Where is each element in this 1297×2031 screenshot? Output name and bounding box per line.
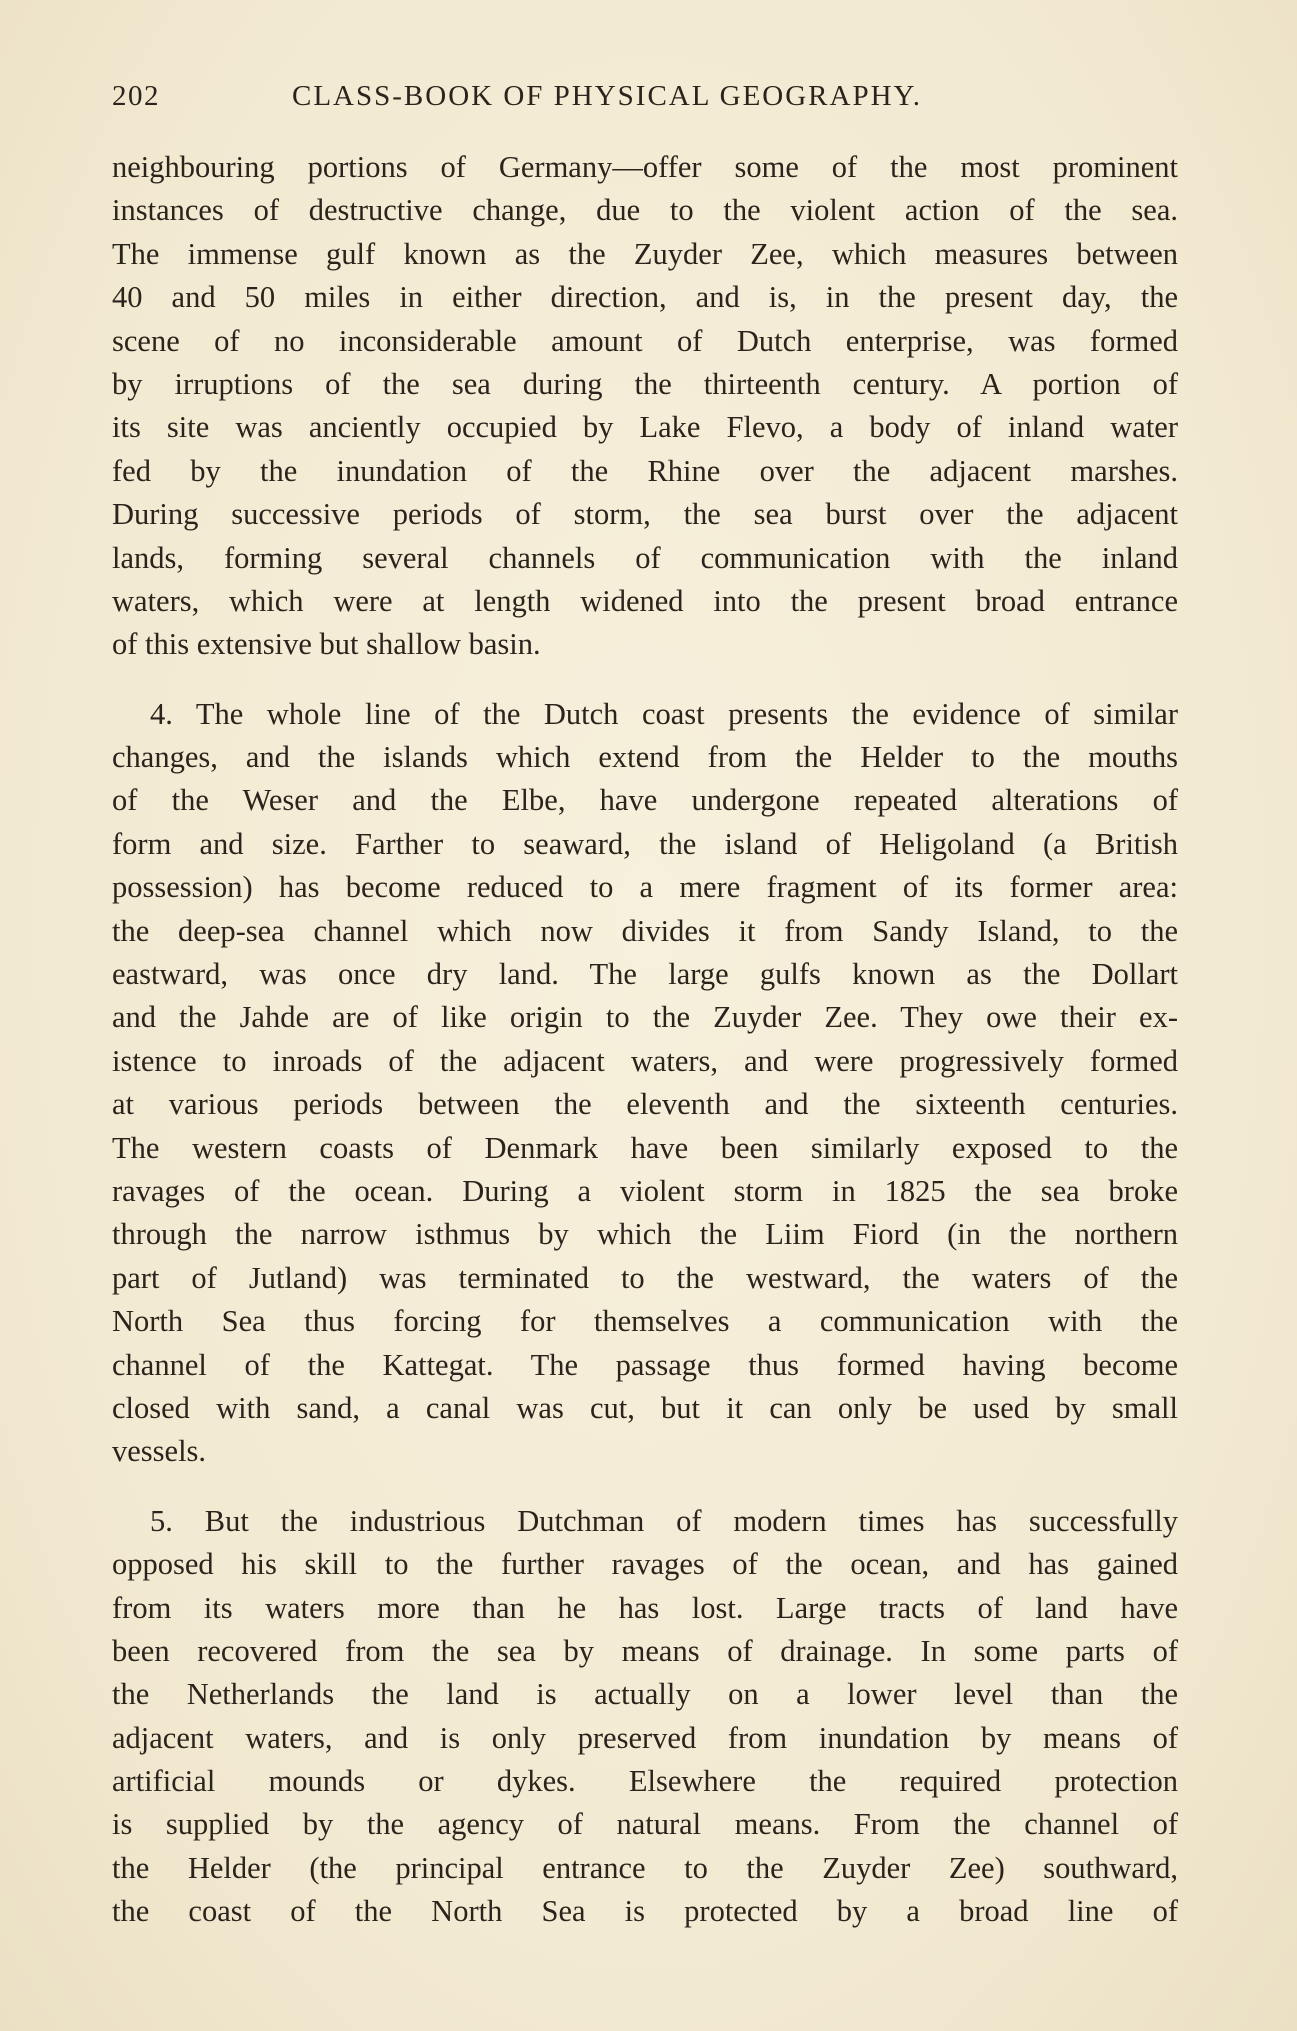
text-line: of the Weser and the Elbe, have undergone repeated alterations of	[112, 783, 1178, 818]
text-line: channel of the Kattegat. The passage thus formed having become	[112, 1347, 1178, 1382]
text-line: been recovered from the sea by means of drainage. In some parts of	[112, 1633, 1178, 1668]
text-line: its site was anciently occupied by Lake Flevo, a body of inland water	[112, 410, 1178, 445]
text-line: waters, which were at length widened into the present broad entrance	[112, 583, 1178, 618]
text-line: at various periods between the eleventh and the sixteenth centuries.	[112, 1087, 1178, 1122]
text-line: North Sea thus forcing for themselves a communication with the	[112, 1304, 1178, 1339]
text-line: fed by the inundation of the Rhine over the adjacent marshes.	[112, 453, 1178, 488]
text-line: scene of no inconsiderable amount of Dutch enterprise, was formed	[112, 323, 1178, 358]
text-line: the deep-sea channel which now divides it from Sandy Island, to the	[112, 913, 1178, 948]
text-line: instances of destructive change, due to the violent action of the sea.	[112, 193, 1178, 228]
text-line: 40 and 50 miles in either direction, and is, in the present day, the	[112, 280, 1178, 315]
text-line: ravages of the ocean. During a violent storm in 1825 the sea broke	[112, 1173, 1178, 1208]
text-line: possession) has become reduced to a mere fragment of its former area:	[112, 870, 1178, 905]
paragraph-gap	[112, 667, 1178, 693]
running-head	[112, 80, 1192, 130]
paragraph-continuation	[112, 146, 1178, 667]
text-line: of this extensive but shallow basin.	[112, 627, 541, 662]
text-line: form and size. Farther to seaward, the island of Heligoland (a British	[112, 826, 1178, 861]
text-line: 5. But the industrious Dutchman of modern times has successfully	[150, 1503, 1178, 1538]
text-line: istence to inroads of the adjacent waters, and were progressively formed	[112, 1043, 1178, 1078]
running-title: CLASS-BOOK OF PHYSICAL GEOGRAPHY.	[292, 80, 922, 112]
text-line: the coast of the North Sea is protected by a broad line of	[112, 1894, 1178, 1929]
paragraph-gap	[112, 1474, 1178, 1500]
text-line: closed with sand, a canal was cut, but it can only be used by small	[112, 1390, 1178, 1425]
text-line: opposed his skill to the further ravages of the ocean, and has gained	[112, 1547, 1178, 1582]
text-line: changes, and the islands which extend from the Helder to the mouths	[112, 740, 1178, 775]
text-line: by irruptions of the sea during the thirteenth century. A portion of	[112, 366, 1178, 401]
text-line: During successive periods of storm, the sea burst over the adjacent	[112, 497, 1178, 532]
text-line: 4. The whole line of the Dutch coast presents the evidence of similar	[150, 696, 1178, 731]
text-line: the Netherlands the land is actually on a lower level than the	[112, 1677, 1178, 1712]
text-line: The immense gulf known as the Zuyder Zee, which measures between	[112, 236, 1178, 271]
text-line: The western coasts of Denmark have been similarly exposed to the	[112, 1130, 1178, 1165]
text-line: vessels.	[112, 1434, 207, 1469]
body-text	[112, 146, 1178, 1934]
text-line: is supplied by the agency of natural means. From the channel of	[112, 1807, 1178, 1842]
paragraph-4	[112, 693, 1178, 1474]
page-number: 202	[112, 80, 160, 112]
text-line: artificial mounds or dykes. Elsewhere the required protection	[112, 1764, 1178, 1799]
text-line: eastward, was once dry land. The large gulfs known as the Dollart	[112, 957, 1178, 992]
text-line: from its waters more than he has lost. Large tracts of land have	[112, 1590, 1178, 1625]
text-line: through the narrow isthmus by which the Liim Fiord (in the northern	[112, 1217, 1178, 1252]
text-line: adjacent waters, and is only preserved from inundation by means of	[112, 1720, 1178, 1755]
text-line: neighbouring portions of Germany—offer some of the most prominent	[112, 150, 1178, 184]
text-line: part of Jutland) was terminated to the westward, the waters of the	[112, 1260, 1178, 1295]
text-line: lands, forming several channels of communication with the inland	[112, 540, 1178, 575]
paragraph-5	[112, 1500, 1178, 1934]
text-line: and the Jahde are of like origin to the Zuyder Zee. They owe their ex-	[112, 1000, 1178, 1035]
text-line: the Helder (the principal entrance to the Zuyder Zee) southward,	[112, 1850, 1178, 1885]
